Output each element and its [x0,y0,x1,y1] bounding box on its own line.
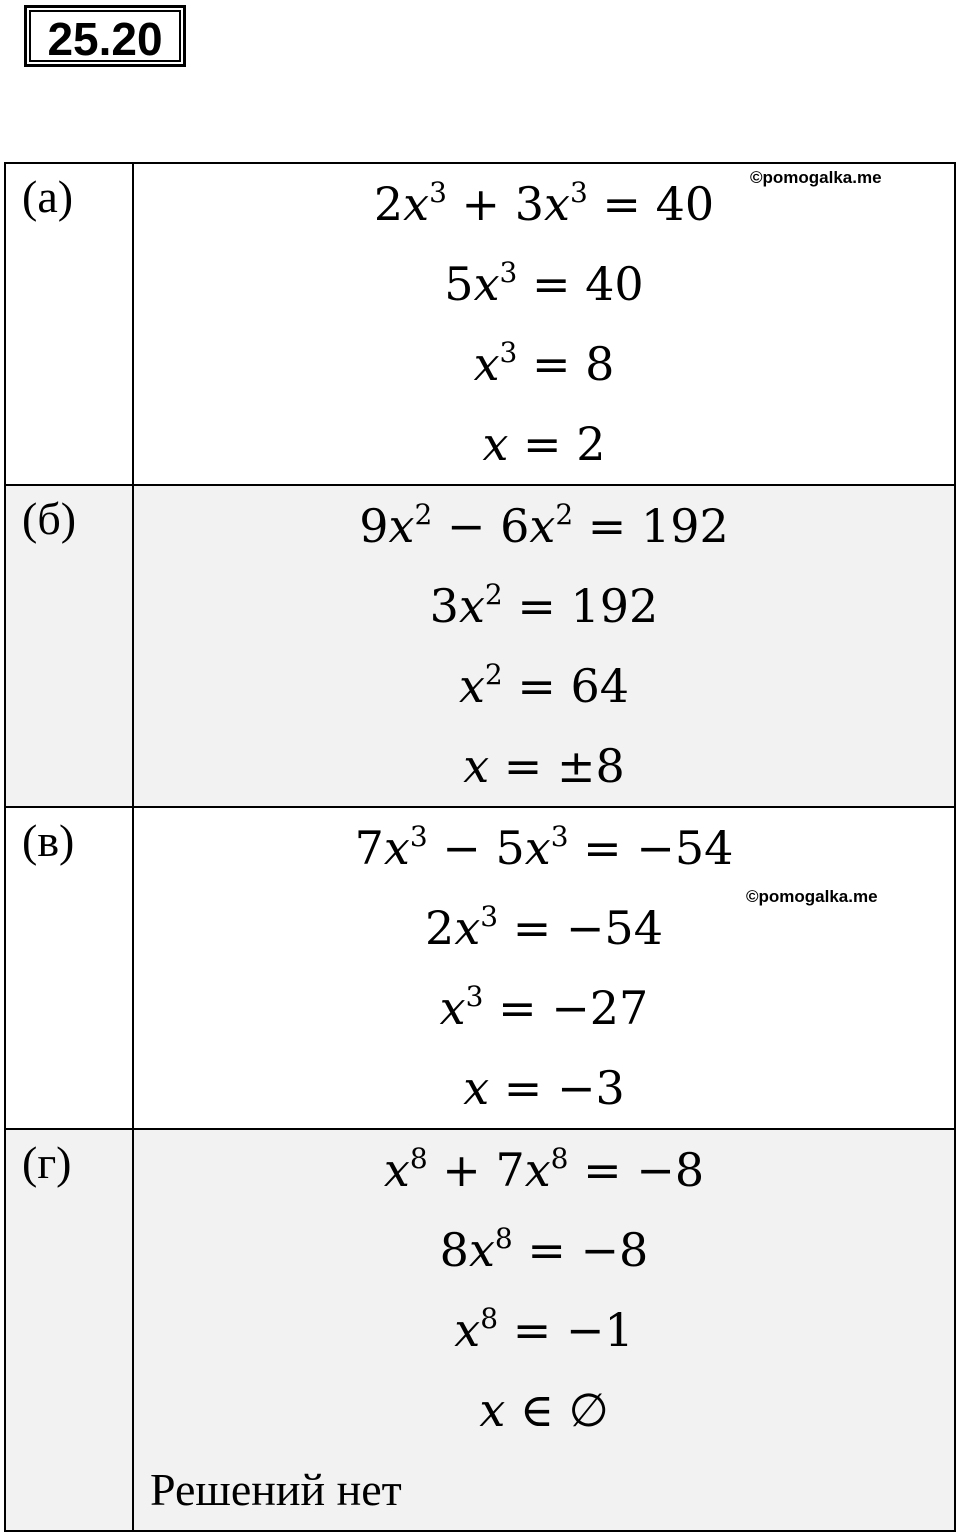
equation-line [134,566,954,646]
row-content [133,1129,955,1531]
variable: x [458,659,485,713]
row-label: (а) [5,163,133,485]
equation-text: 7 [354,821,384,875]
equation-text: = −1 [498,1303,634,1357]
exponent: 8 [480,1302,499,1335]
equation-text: = −8 [512,1223,649,1277]
variable: x [524,1143,551,1197]
table-row [5,485,955,807]
variable: x [473,337,500,391]
variable: x [439,981,466,1035]
variable: x [454,901,481,955]
equation-text: ∈ ∅ [505,1383,609,1437]
equation-text: = 64 [502,659,630,713]
equation-text: = −27 [483,981,649,1035]
variable: x [482,417,509,471]
exponent: 2 [484,578,503,611]
watermark: ©pomogalka.me [746,887,878,906]
exponent: 8 [494,1222,513,1255]
variable: x [388,499,415,553]
solution-table [4,162,956,1532]
equation-text: − 5 [427,821,525,875]
equation-list [134,486,954,806]
exponent: 3 [499,256,518,289]
exponent: 8 [550,1142,569,1175]
variable: x [529,499,556,553]
watermark: ©pomogalka.me [750,168,882,187]
equation-text: 2 [373,177,404,231]
equation-list [134,808,954,1128]
equation-line [134,646,954,726]
variable: x [458,579,485,633]
variable: x [383,1143,410,1197]
exponent: 3 [569,176,588,209]
variable: x [524,821,551,875]
exponent: 3 [550,820,569,853]
equation-list [134,1130,954,1450]
exponent: 3 [480,900,499,933]
variable: x [479,1383,506,1437]
equation-text: = 40 [517,257,644,311]
equation-line [134,486,954,566]
equation-text: + 3 [446,177,544,231]
equation-line [134,726,954,806]
row-label: (б) [5,485,133,807]
variable: x [454,1303,481,1357]
row-label: (г) [5,1129,133,1531]
equation-line [134,1048,954,1128]
equation-line [134,1370,954,1450]
row-content [133,163,955,485]
exponent: 3 [409,820,428,853]
variable: x [463,739,490,793]
row-label: (в) [5,807,133,1129]
equation-text: = 192 [573,499,729,553]
variable: x [468,1223,495,1277]
row-content [133,485,955,807]
equation-text: = 2 [508,417,606,471]
task-number: 25.20 [47,13,163,65]
equation-text: − 6 [432,499,530,553]
table-row [5,807,955,1129]
equation-text: = −3 [489,1061,625,1115]
exponent: 3 [465,980,484,1013]
exponent: 3 [429,176,447,209]
equation-line [134,1290,954,1370]
equation-line [134,324,954,404]
equation-text: 3 [429,579,459,633]
variable: x [383,821,410,875]
equation-text: 9 [359,499,389,553]
exponent: 2 [555,498,574,531]
variable: x [463,1061,490,1115]
exponent: 3 [499,336,518,369]
equation-line [134,968,954,1048]
equation-text: = 8 [517,337,615,391]
table-row [5,1129,955,1531]
equation-text: = −54 [568,821,734,875]
no-solutions-note: Решений нет [150,1464,402,1515]
equation-line [134,808,954,888]
variable: x [544,177,570,231]
equation-text: = ±8 [489,739,625,793]
equation-line [134,404,954,484]
variable: x [473,257,500,311]
task-number-box [24,5,186,67]
equation-text: 2 [425,901,455,955]
equation-list [134,164,954,484]
equation-text: = 40 [587,177,715,231]
equation-text: = 192 [502,579,659,633]
equation-text: 5 [444,257,474,311]
equation-text: 8 [439,1223,469,1277]
equation-line [134,244,954,324]
equation-text: = −54 [498,901,663,955]
variable: x [403,177,430,231]
exponent: 2 [484,658,503,691]
equation-line [134,1210,954,1290]
table-row [5,163,955,485]
exponent: 8 [409,1142,428,1175]
equation-line [134,1130,954,1210]
exponent: 2 [414,498,433,531]
equation-text: = −8 [568,1143,705,1197]
row-content [133,807,955,1129]
equation-text: + 7 [427,1143,525,1197]
